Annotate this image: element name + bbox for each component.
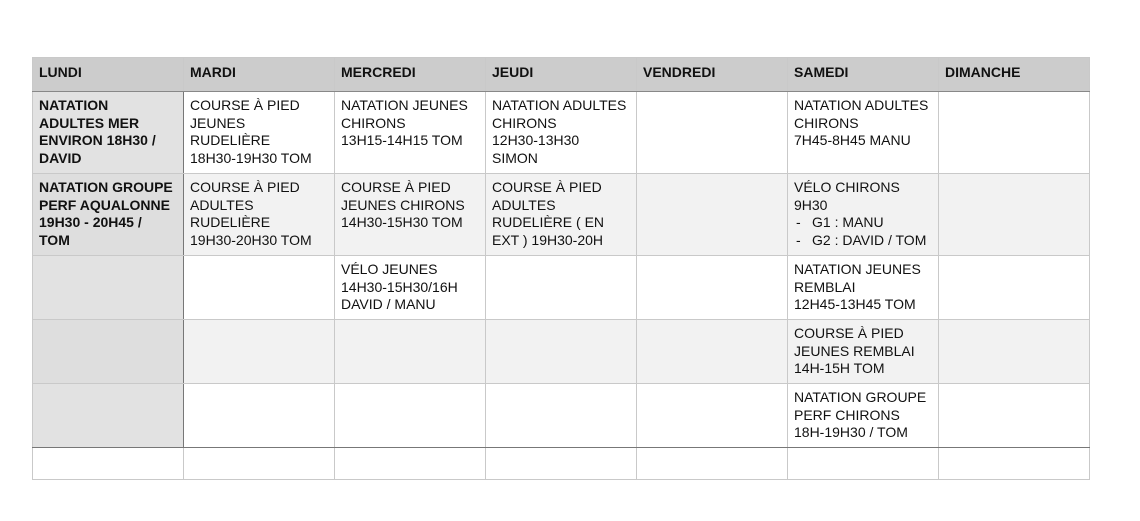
list-item: - G2 : DAVID / TOM — [794, 232, 932, 250]
cell-mardi[interactable] — [184, 174, 335, 256]
cell-line: NATATION ADULTES — [794, 97, 929, 113]
cell-line: ADULTES — [190, 196, 254, 213]
cell-line: COURSE À PIED — [190, 179, 300, 195]
cell-line: VÉLO JEUNES — [341, 261, 438, 277]
cell-line: JEUNES CHIRONS — [341, 196, 465, 213]
cell-line: 18H-19H30 / TOM — [794, 424, 908, 441]
cell-line: PERF CHIRONS — [794, 406, 900, 423]
cell-samedi[interactable] — [788, 448, 939, 480]
cell-line: 13H15-14H15 TOM — [341, 132, 463, 149]
header-dimanche[interactable]: DIMANCHE — [939, 58, 1090, 92]
cell-lundi[interactable] — [33, 448, 184, 480]
cell-samedi[interactable] — [788, 384, 939, 448]
cell-line: 14H30-15H30 TOM — [341, 214, 463, 231]
cell-line: REMBLAI — [794, 278, 856, 295]
cell-lundi[interactable] — [33, 384, 184, 448]
cell-line: PERF AQUALONNE — [39, 196, 170, 213]
header-samedi[interactable]: SAMEDI — [788, 58, 939, 92]
cell-line: 9H30 — [794, 196, 828, 213]
cell-line: RUDELIÈRE — [190, 132, 271, 149]
table-row — [33, 256, 1090, 320]
cell-jeudi[interactable] — [486, 92, 637, 174]
cell-dimanche[interactable] — [939, 256, 1090, 320]
cell-line: 12H30-13H30 — [492, 132, 580, 149]
cell-jeudi[interactable] — [486, 174, 637, 256]
cell-vendredi[interactable] — [637, 384, 788, 448]
cell-mercredi[interactable] — [335, 448, 486, 480]
cell-line: NATATION — [39, 97, 109, 113]
table-row — [33, 320, 1090, 384]
cell-line: 7H45-8H45 MANU — [794, 132, 911, 149]
header-mercredi[interactable]: MERCREDI — [335, 58, 486, 92]
cell-mardi[interactable] — [184, 448, 335, 480]
cell-line: COURSE À PIED — [190, 97, 300, 113]
cell-line: 19H30-20H30 TOM — [190, 231, 312, 248]
cell-line: CHIRONS — [492, 114, 557, 131]
cell-line: 18H30-19H30 TOM — [190, 149, 312, 166]
cell-dimanche[interactable] — [939, 448, 1090, 480]
cell-jeudi[interactable] — [486, 448, 637, 480]
header-mardi[interactable]: MARDI — [184, 58, 335, 92]
header-lundi[interactable]: LUNDI — [33, 58, 184, 92]
cell-mardi[interactable] — [184, 320, 335, 384]
cell-line: RUDELIÈRE — [190, 214, 271, 231]
table-row-empty — [33, 448, 1090, 480]
header-row — [33, 58, 1090, 92]
cell-vendredi[interactable] — [637, 448, 788, 480]
cell-lundi[interactable] — [33, 256, 184, 320]
cell-line: COURSE À PIED — [492, 179, 602, 195]
cell-line: DAVID / MANU — [341, 296, 436, 313]
cell-dimanche[interactable] — [939, 174, 1090, 256]
cell-line: NATATION GROUPE — [794, 389, 927, 405]
cell-mercredi[interactable] — [335, 256, 486, 320]
cell-vendredi[interactable] — [637, 320, 788, 384]
cell-line: SIMON — [492, 149, 538, 166]
cell-mercredi[interactable] — [335, 92, 486, 174]
cell-lundi[interactable] — [33, 320, 184, 384]
cell-samedi[interactable] — [788, 320, 939, 384]
cell-mercredi[interactable] — [335, 384, 486, 448]
list-item: - G1 : MANU — [794, 214, 932, 232]
cell-samedi[interactable] — [788, 92, 939, 174]
header-vendredi[interactable]: VENDREDI — [637, 58, 788, 92]
cell-line: 14H-15H TOM — [794, 360, 885, 377]
cell-vendredi[interactable] — [637, 174, 788, 256]
cell-samedi[interactable] — [788, 256, 939, 320]
cell-line: TOM — [39, 231, 70, 248]
cell-line: COURSE À PIED — [341, 179, 451, 195]
cell-line: DAVID — [39, 149, 82, 166]
table-row — [33, 92, 1090, 174]
cell-line: JEUNES REMBLAI — [794, 342, 915, 359]
cell-lundi[interactable] — [33, 92, 184, 174]
cell-jeudi[interactable] — [486, 384, 637, 448]
cell-line: COURSE À PIED — [794, 325, 904, 341]
cell-dimanche[interactable] — [939, 384, 1090, 448]
cell-line: NATATION JEUNES — [794, 261, 921, 277]
cell-line: RUDELIÈRE ( EN — [492, 214, 605, 231]
cell-dimanche[interactable] — [939, 92, 1090, 174]
cell-line: NATATION ADULTES — [492, 97, 627, 113]
cell-dimanche[interactable] — [939, 320, 1090, 384]
cell-vendredi[interactable] — [637, 92, 788, 174]
cell-mardi[interactable] — [184, 384, 335, 448]
cell-line: NATATION GROUPE — [39, 179, 173, 195]
cell-line: VÉLO CHIRONS — [794, 179, 900, 195]
weekly-schedule-table — [32, 57, 1090, 480]
cell-line: 12H45-13H45 TOM — [794, 296, 916, 313]
cell-line: ADULTES MER — [39, 114, 140, 131]
cell-line: JEUNES — [190, 114, 246, 131]
cell-line: 14H30-15H30/16H — [341, 278, 458, 295]
cell-mercredi[interactable] — [335, 174, 486, 256]
group-list — [794, 214, 932, 249]
cell-line: EXT ) 19H30-20H — [492, 231, 604, 248]
cell-line: ENVIRON 18H30 / — [39, 132, 156, 149]
cell-jeudi[interactable] — [486, 256, 637, 320]
cell-lundi[interactable] — [33, 174, 184, 256]
cell-vendredi[interactable] — [637, 256, 788, 320]
cell-mardi[interactable] — [184, 92, 335, 174]
cell-line: ADULTES — [492, 196, 556, 213]
cell-line: CHIRONS — [341, 114, 406, 131]
table-row — [33, 174, 1090, 256]
cell-mardi[interactable] — [184, 256, 335, 320]
cell-mercredi[interactable] — [335, 320, 486, 384]
cell-samedi[interactable] — [788, 174, 939, 256]
cell-line: NATATION JEUNES — [341, 97, 468, 113]
cell-jeudi[interactable] — [486, 320, 637, 384]
cell-line: 19H30 - 20H45 / — [39, 214, 142, 231]
header-jeudi[interactable]: JEUDI — [486, 58, 637, 92]
cell-line: CHIRONS — [794, 114, 859, 131]
table-row — [33, 384, 1090, 448]
